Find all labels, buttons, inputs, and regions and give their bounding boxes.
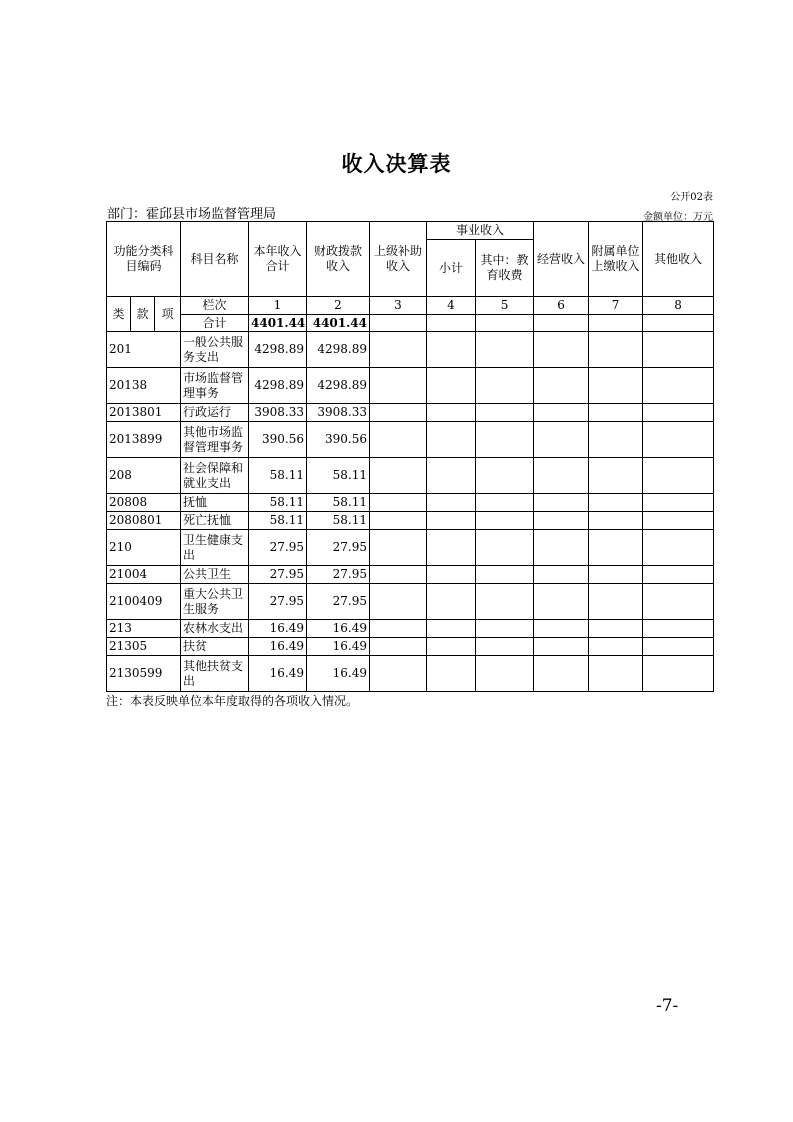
empty-cell (476, 494, 534, 512)
empty-cell (534, 566, 589, 584)
row-name: 卫生健康支出 (181, 530, 249, 566)
header-subject-name: 科目名称 (181, 222, 249, 297)
row-fiscal: 3908.33 (307, 404, 370, 422)
empty-cell (370, 332, 427, 368)
row-code: 2013899 (107, 422, 181, 458)
empty-cell (589, 368, 643, 404)
col-num: 4 (427, 297, 476, 315)
empty-cell (476, 512, 534, 530)
empty-cell (643, 656, 714, 692)
empty-cell (534, 656, 589, 692)
row-total: 27.95 (249, 530, 307, 566)
col-num: 3 (370, 297, 427, 315)
row-fiscal: 58.11 (307, 512, 370, 530)
empty-cell (370, 656, 427, 692)
empty-cell (534, 584, 589, 620)
empty-cell (476, 566, 534, 584)
empty-cell (427, 422, 476, 458)
empty-cell (476, 638, 534, 656)
row-name: 行政运行 (181, 404, 249, 422)
empty-cell (427, 494, 476, 512)
empty-cell (643, 584, 714, 620)
row-name: 公共卫生 (181, 566, 249, 584)
row-fiscal: 390.56 (307, 422, 370, 458)
empty-cell (370, 404, 427, 422)
table-row (107, 512, 714, 530)
total-income: 4401.44 (249, 315, 307, 332)
row-name: 其他市场监督管理事务 (181, 422, 249, 458)
row-code: 210 (107, 530, 181, 566)
empty-cell (427, 620, 476, 638)
empty-cell (476, 422, 534, 458)
empty-cell (427, 512, 476, 530)
empty-cell (643, 620, 714, 638)
row-code: 20808 (107, 494, 181, 512)
row-code: 2080801 (107, 512, 181, 530)
header-affiliated-income: 附属单位上缴收入 (589, 222, 643, 297)
col-num: 7 (589, 297, 643, 315)
row-code: 21305 (107, 638, 181, 656)
total-fiscal: 4401.44 (307, 315, 370, 332)
empty-cell (427, 530, 476, 566)
empty-cell (643, 368, 714, 404)
table-row (107, 332, 714, 368)
empty-cell (589, 332, 643, 368)
col-num: 8 (643, 297, 714, 315)
table-row (107, 656, 714, 692)
row-code: 20138 (107, 368, 181, 404)
row-fiscal: 16.49 (307, 656, 370, 692)
row-name: 一般公共服务支出 (181, 332, 249, 368)
empty-cell (534, 494, 589, 512)
empty-cell (370, 638, 427, 656)
empty-cell (370, 422, 427, 458)
empty-cell (476, 404, 534, 422)
row-total: 58.11 (249, 494, 307, 512)
header-superior-subsidy: 上级补助收入 (370, 222, 427, 297)
header-column-no: 栏次 (181, 297, 249, 315)
table-header (107, 222, 714, 332)
empty-cell (427, 458, 476, 494)
header-other-income: 其他收入 (643, 222, 714, 297)
row-total: 3908.33 (249, 404, 307, 422)
row-name: 社会保障和就业支出 (181, 458, 249, 494)
header-business-income: 事业收入 (427, 222, 534, 240)
empty-cell (589, 620, 643, 638)
amount-unit: 金额单位：万元 (643, 212, 713, 223)
table-note: 注：本表反映单位本年度取得的各项收入情况。 (106, 694, 359, 708)
row-fiscal: 58.11 (307, 494, 370, 512)
row-fiscal: 16.49 (307, 638, 370, 656)
header-xiang: 项 (155, 297, 181, 332)
empty-cell (643, 638, 714, 656)
table-body (107, 332, 714, 692)
empty-cell (476, 656, 534, 692)
row-code: 21004 (107, 566, 181, 584)
row-name: 抚恤 (181, 494, 249, 512)
col-num: 5 (476, 297, 534, 315)
table-row (107, 620, 714, 638)
col-num: 2 (307, 297, 370, 315)
col-num: 1 (249, 297, 307, 315)
header-lei: 类 (107, 297, 131, 332)
empty-cell (589, 458, 643, 494)
page-number: -7- (656, 996, 679, 1016)
empty-cell (427, 584, 476, 620)
row-code: 208 (107, 458, 181, 494)
empty-cell (589, 404, 643, 422)
header-business-subtotal: 小计 (427, 240, 476, 297)
empty-cell (534, 332, 589, 368)
empty-cell (534, 458, 589, 494)
row-total: 58.11 (249, 458, 307, 494)
header-fiscal: 财政拨款收入 (307, 222, 370, 297)
row-total: 4298.89 (249, 332, 307, 368)
page-title: 收入决算表 (341, 152, 452, 176)
row-total: 58.11 (249, 512, 307, 530)
table-row (107, 422, 714, 458)
empty-cell (476, 368, 534, 404)
row-code: 2130599 (107, 656, 181, 692)
empty-cell (534, 422, 589, 458)
department-label: 部门：霍邱县市场监督管理局 (107, 207, 277, 222)
row-fiscal: 4298.89 (307, 368, 370, 404)
empty-cell (643, 422, 714, 458)
row-total: 4298.89 (249, 368, 307, 404)
row-total: 390.56 (249, 422, 307, 458)
table-row (107, 638, 714, 656)
empty-cell (534, 620, 589, 638)
income-table (106, 221, 714, 692)
empty-cell (589, 638, 643, 656)
header-business-edu: 其中：教育收费 (476, 240, 534, 297)
empty-cell (534, 368, 589, 404)
total-label: 合计 (181, 315, 249, 332)
table-row (107, 458, 714, 494)
row-total: 16.49 (249, 638, 307, 656)
empty-cell (643, 332, 714, 368)
empty-cell (427, 638, 476, 656)
empty-cell (370, 530, 427, 566)
row-fiscal: 4298.89 (307, 332, 370, 368)
empty-cell (427, 656, 476, 692)
empty-cell (589, 566, 643, 584)
row-total: 27.95 (249, 566, 307, 584)
empty-cell (476, 620, 534, 638)
header-func-code: 功能分类科目编码 (107, 222, 181, 297)
row-fiscal: 58.11 (307, 458, 370, 494)
empty-cell (589, 422, 643, 458)
col-num: 6 (534, 297, 589, 315)
table-row (107, 404, 714, 422)
empty-cell (589, 656, 643, 692)
empty-cell (370, 368, 427, 404)
row-fiscal: 27.95 (307, 566, 370, 584)
row-name: 农林水支出 (181, 620, 249, 638)
header-kuan: 款 (131, 297, 155, 332)
empty-cell (534, 530, 589, 566)
empty-cell (370, 494, 427, 512)
empty-cell (589, 512, 643, 530)
table-row (107, 530, 714, 566)
empty-cell (643, 494, 714, 512)
table-row (107, 494, 714, 512)
empty-cell (476, 584, 534, 620)
row-name: 其他扶贫支出 (181, 656, 249, 692)
table-row (107, 584, 714, 620)
row-code: 2100409 (107, 584, 181, 620)
empty-cell (589, 494, 643, 512)
row-total: 16.49 (249, 620, 307, 638)
row-total: 27.95 (249, 584, 307, 620)
header-income-total: 本年收入合计 (249, 222, 307, 297)
row-fiscal: 16.49 (307, 620, 370, 638)
empty-cell (370, 620, 427, 638)
empty-cell (476, 530, 534, 566)
header-operating-income: 经营收入 (534, 222, 589, 297)
empty-cell (534, 638, 589, 656)
table-row (107, 566, 714, 584)
row-name: 扶贫 (181, 638, 249, 656)
empty-cell (370, 584, 427, 620)
empty-cell (476, 458, 534, 494)
empty-cell (370, 566, 427, 584)
row-fiscal: 27.95 (307, 530, 370, 566)
empty-cell (589, 584, 643, 620)
empty-cell (534, 404, 589, 422)
empty-cell (476, 332, 534, 368)
empty-cell (643, 512, 714, 530)
row-fiscal: 27.95 (307, 584, 370, 620)
empty-cell (427, 404, 476, 422)
empty-cell (427, 332, 476, 368)
empty-cell (370, 512, 427, 530)
empty-cell (427, 566, 476, 584)
empty-cell (643, 530, 714, 566)
row-code: 201 (107, 332, 181, 368)
empty-cell (370, 458, 427, 494)
empty-cell (589, 530, 643, 566)
row-name: 重大公共卫生服务 (181, 584, 249, 620)
row-name: 死亡抚恤 (181, 512, 249, 530)
row-code: 213 (107, 620, 181, 638)
empty-cell (643, 458, 714, 494)
table-row (107, 368, 714, 404)
empty-cell (643, 566, 714, 584)
empty-cell (427, 368, 476, 404)
empty-cell (643, 404, 714, 422)
empty-cell (534, 512, 589, 530)
row-total: 16.49 (249, 656, 307, 692)
form-number: 公开02表 (670, 192, 713, 203)
row-name: 市场监督管理事务 (181, 368, 249, 404)
row-code: 2013801 (107, 404, 181, 422)
